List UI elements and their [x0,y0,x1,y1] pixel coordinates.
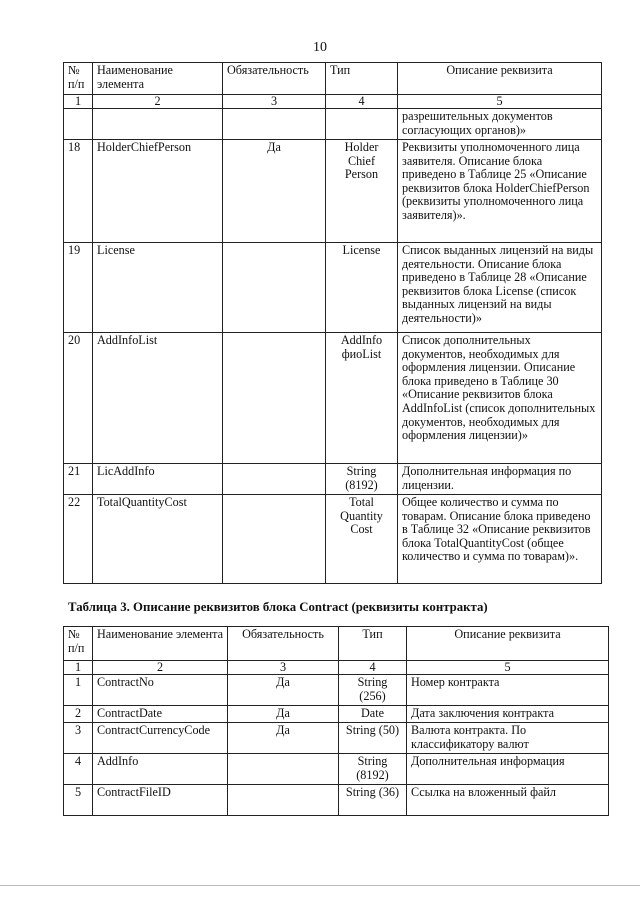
column-number: 3 [223,95,326,109]
element-name: HolderChiefPerson [93,140,223,243]
column-number: 4 [339,661,407,675]
header-type: Тип [326,63,398,95]
element-name: LicAddInfo [93,464,223,495]
column-number: 5 [398,95,602,109]
element-type: Date [339,706,407,723]
element-name: AddInfo [93,754,228,785]
table-row [64,675,609,706]
column-number: 2 [93,661,228,675]
column-number-row [64,661,609,675]
row-number: 21 [64,464,93,495]
element-description: Ссылка на вложенный файл [407,785,609,816]
column-number-row [64,95,602,109]
table-row [64,495,602,584]
row-number: 20 [64,333,93,464]
required-flag [228,785,339,816]
table-header-row [64,627,609,661]
header-description: Описание реквизита [398,63,602,95]
column-number: 3 [228,661,339,675]
element-type: String (36) [339,785,407,816]
required-flag: Да [228,706,339,723]
element-type: AddInfo фиоList [326,333,398,464]
table-row [64,109,602,140]
element-type: String (8192) [326,464,398,495]
table-row [64,140,602,243]
header-num: № п/п [64,627,93,661]
element-name: License [93,243,223,333]
row-number: 19 [64,243,93,333]
required-flag: Да [228,675,339,706]
required-flag [223,333,326,464]
element-description: разрешительных документов согласующих органов)» [398,109,602,140]
required-flag [228,754,339,785]
element-type: License [326,243,398,333]
element-name: TotalQuantityCost [93,495,223,584]
header-name: Наименование элемента [93,63,223,95]
header-description: Описание реквизита [407,627,609,661]
header-required: Обязательность [223,63,326,95]
row-number: 4 [64,754,93,785]
element-name: ContractNo [93,675,228,706]
required-flag [223,495,326,584]
table-row [64,464,602,495]
column-number: 1 [64,661,93,675]
element-description: Дополнительная информация [407,754,609,785]
element-description: Номер контракта [407,675,609,706]
element-type: String (256) [339,675,407,706]
element-description: Валюта контракта. По классификатору валют [407,723,609,754]
element-type: Holder Chief Person [326,140,398,243]
table-header-row [64,63,602,95]
column-number: 1 [64,95,93,109]
row-number: 22 [64,495,93,584]
row-number: 18 [64,140,93,243]
element-description: Реквизиты уполномоченного лица заявителя. Описание блока приведено в Таблице 25 «Описание реквизитов блока HolderChiefPerson (реквизиты уполномоченного лица заявителя)». [398,140,602,243]
element-type [326,109,398,140]
column-number: 4 [326,95,398,109]
element-type: String (8192) [339,754,407,785]
row-number: 5 [64,785,93,816]
row-number: 2 [64,706,93,723]
table-row [64,754,609,785]
column-number: 5 [407,661,609,675]
element-description: Общее количество и сумма по товарам. Описание блока приведено в Таблице 32 «Описание реквизитов блока TotalQuantityCost (общее количество и сумма по товарам)». [398,495,602,584]
required-flag: Да [223,140,326,243]
element-name [93,109,223,140]
element-type: String (50) [339,723,407,754]
header-type: Тип [339,627,407,661]
row-number: 3 [64,723,93,754]
table-row [64,785,609,816]
header-required: Обязательность [228,627,339,661]
table-row [64,706,609,723]
element-description: Список дополнительных документов, необходимых для оформления лицензии. Описание блока приведено в Таблице 30 «Описание реквизитов блока AddInfoList (список дополнительных документов, необходимых для оформления лицензии)» [398,333,602,464]
page-number: 10 [313,40,327,55]
element-name: AddInfoList [93,333,223,464]
element-description: Список выданных лицензий на виды деятельности. Описание блока приведено в Таблице 28 «Описание реквизитов блока License (список выданных лицензий на виды деятельности)» [398,243,602,333]
element-type: Total Quantity Cost [326,495,398,584]
element-name: ContractFileID [93,785,228,816]
page-bottom-edge [0,885,640,886]
required-flag [223,109,326,140]
header-name: Наименование элемента [93,627,228,661]
row-number: 1 [64,675,93,706]
header-num: № п/п [64,63,93,95]
element-name: ContractDate [93,706,228,723]
element-description: Дополнительная информация по лицензии. [398,464,602,495]
element-name: ContractCurrencyCode [93,723,228,754]
required-flag: Да [228,723,339,754]
table-row [64,333,602,464]
requisites-table-continued [63,62,602,584]
table-row [64,243,602,333]
table-row [64,723,609,754]
column-number: 2 [93,95,223,109]
table-caption: Таблица 3. Описание реквизитов блока Contract (реквизиты контракта) [68,600,488,614]
row-number [64,109,93,140]
required-flag [223,243,326,333]
contract-requisites-table [63,626,609,816]
required-flag [223,464,326,495]
element-description: Дата заключения контракта [407,706,609,723]
